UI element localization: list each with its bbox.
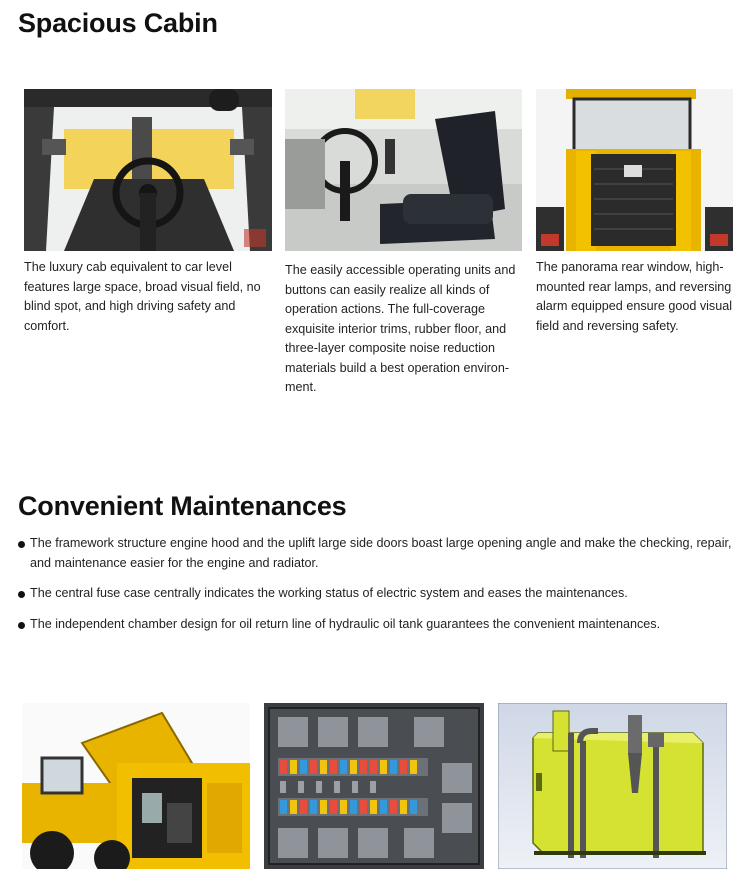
cabin-caption-3: The panorama rear window, high-mounted rear lamps, and reversing alarm equipped ensure good visual field and reversing safety. [536, 260, 733, 333]
fuse-box-photo [264, 703, 484, 869]
bullet-dot-icon [18, 541, 25, 548]
bullet-dot-icon [18, 622, 25, 629]
cabin-caption-1: The luxury cab equivalent to car level features large space, broad visual field, no blind spot, and high driving safety and comfort. [24, 260, 261, 333]
list-item: The central fuse case centrally indicates the working status of electric system and eases the maintenances. [18, 584, 733, 604]
section-title-maintenance: Convenient Maintenances [18, 491, 347, 521]
maintenance-list [18, 534, 733, 645]
rear-window-photo [536, 89, 733, 251]
engine-hood-photo [22, 703, 250, 869]
cabin-caption-2: The easily accessible operating units and buttons can easily realize all kinds of operation actions. The full-coverage exquisite interior trims, rubber floor, and three-layer composite noise reduction materials build a best operation environ-ment. [285, 263, 516, 394]
hydraulic-tank-diagram [498, 703, 727, 869]
list-item: The framework structure engine hood and the uplift large side doors boast large opening angle and make the checking, repair, and maintenance easier for the engine and radiator. [18, 534, 733, 573]
list-item: The independent chamber design for oil return line of hydraulic oil tank guarantees the convenient maintenances. [18, 615, 733, 635]
bullet-dot-icon [18, 591, 25, 598]
operator-seat-photo [285, 89, 522, 251]
cab-interior-photo [24, 89, 272, 251]
section-title-cabin: Spacious Cabin [18, 8, 218, 38]
